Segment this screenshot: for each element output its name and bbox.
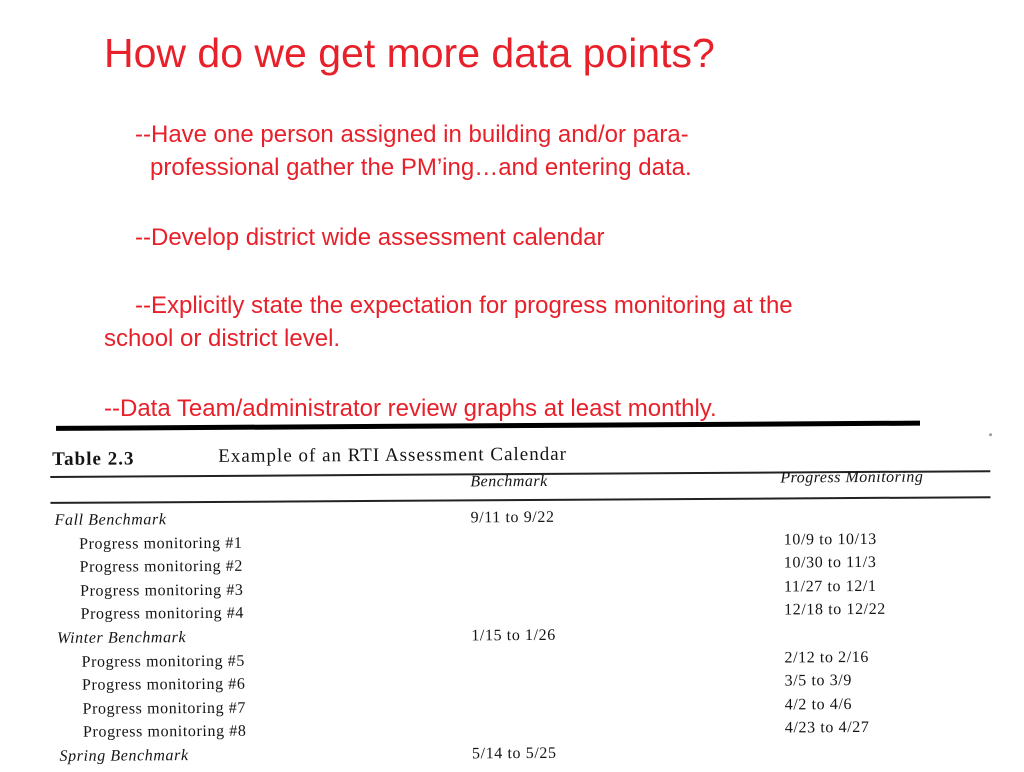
bullet-line: school or district level. <box>104 325 341 352</box>
row-label: Progress monitoring #4 <box>80 605 245 624</box>
row-label: Progress monitoring #6 <box>81 675 246 694</box>
benchmark-dates: 9/11 to 9/22 <box>470 508 555 527</box>
table-top-rule <box>56 421 920 431</box>
bullet-assessment-calendar <box>135 221 605 254</box>
scanned-table <box>40 418 1002 768</box>
row-label: Winter Benchmark <box>57 629 187 647</box>
column-header-benchmark: Benchmark <box>470 472 548 491</box>
scan-speck <box>989 433 992 436</box>
row-label: Progress monitoring #1 <box>79 534 243 553</box>
benchmark-dates: 5/14 to 5/25 <box>471 744 557 763</box>
progress-monitoring-dates: 12/18 to 12/22 <box>784 601 886 619</box>
row-label: Progress monitoring #8 <box>82 723 247 742</box>
progress-monitoring-dates: 4/23 to 4/27 <box>784 719 870 737</box>
bullet-line: --Develop district wide assessment calendar <box>135 224 605 251</box>
bullet-line: --Have one person assigned in building and/or para- <box>135 121 689 148</box>
progress-monitoring-dates: 11/27 to 12/1 <box>783 577 877 596</box>
row-label: Progress monitoring #5 <box>81 652 246 671</box>
bullet-expectation <box>104 289 793 355</box>
row-label: Fall Benchmark <box>54 511 167 529</box>
bullet-assign-person <box>135 118 692 184</box>
row-label: Progress monitoring #3 <box>80 581 244 600</box>
bullet-line: --Data Team/administrator review graphs at least monthly. <box>104 395 717 422</box>
progress-monitoring-dates: 4/2 to 4/6 <box>784 695 853 714</box>
slide-title: How do we get more data points? <box>104 30 715 76</box>
progress-monitoring-dates: 10/30 to 11/3 <box>783 554 877 572</box>
bullet-line: --Explicitly state the expectation for progress monitoring at the <box>135 292 793 319</box>
progress-monitoring-dates: 2/12 to 2/16 <box>784 648 870 667</box>
table-caption: Example of an RTI Assessment Calendar <box>218 443 568 467</box>
benchmark-dates: 1/15 to 1/26 <box>471 626 556 645</box>
row-label: Progress monitoring #7 <box>82 699 247 718</box>
progress-monitoring-dates: 10/9 to 10/13 <box>783 530 877 549</box>
column-header-progress-monitoring: Progress Monitoring <box>780 468 924 487</box>
table-column-rule <box>50 496 990 504</box>
table-number: Table 2.3 <box>52 448 135 470</box>
bullet-line: professional gather the PM’ing…and entering data. <box>150 154 692 181</box>
row-label: Progress monitoring #2 <box>79 557 244 576</box>
row-label: Spring Benchmark <box>59 747 189 765</box>
progress-monitoring-dates: 3/5 to 3/9 <box>784 672 852 690</box>
